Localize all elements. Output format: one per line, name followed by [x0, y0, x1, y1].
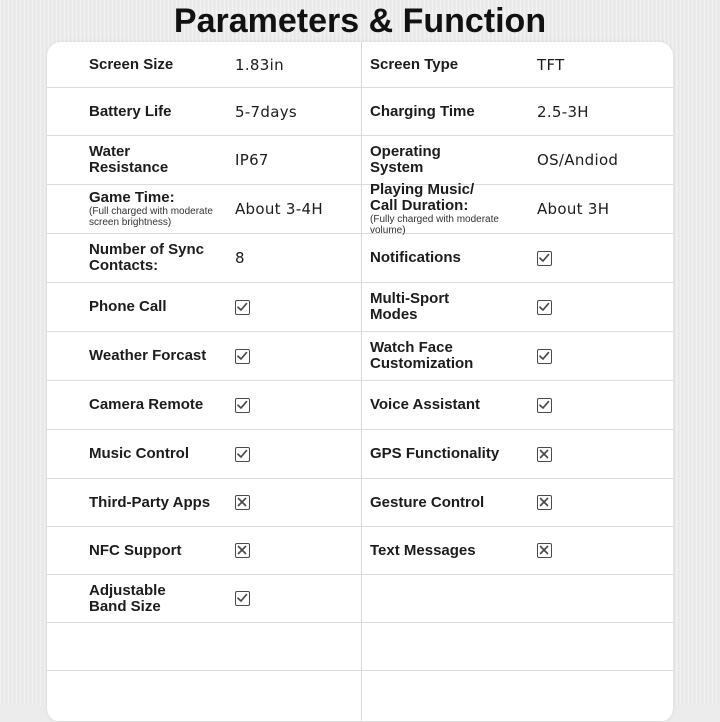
- parameter-name: Water Resistance: [89, 143, 169, 176]
- parameter-value: OS/Andiod: [537, 151, 619, 169]
- right-cell: [47, 234, 673, 282]
- parameter-label: [370, 136, 530, 184]
- table-row: [47, 234, 673, 283]
- right-cell: [47, 136, 673, 184]
- parameter-value: TFT: [537, 55, 565, 74]
- parameter-note: (Full charged with moderate screen brightness): [89, 206, 213, 228]
- parameter-label: [370, 234, 530, 282]
- parameter-label: [370, 527, 530, 574]
- parameter-name: NFC Support: [89, 541, 182, 559]
- right-cell: [47, 181, 673, 236]
- parameter-name: Playing Music/ Call Duration:: [370, 181, 475, 214]
- parameter-name: Number of Sync Contacts:: [89, 241, 205, 274]
- parameter-label: [370, 88, 530, 135]
- table-row: [47, 479, 673, 527]
- parameter-label: [370, 479, 530, 526]
- parameter-name: Adjustable Band Size: [89, 581, 166, 615]
- table-row: [47, 575, 673, 623]
- parameter-name: Screen Type: [370, 55, 459, 73]
- table-row: [47, 430, 673, 479]
- right-cell: [47, 527, 673, 574]
- parameter-name: Watch Face Customization: [370, 339, 474, 372]
- parameter-label: [370, 575, 530, 622]
- parameter-name: Multi-Sport Modes: [370, 290, 450, 323]
- parameter-name: Screen Size: [89, 55, 174, 73]
- checkbox-cross-icon: [537, 495, 552, 510]
- table-row: [47, 88, 673, 136]
- parameter-label: [370, 181, 530, 236]
- right-cell: [47, 479, 673, 526]
- feature-status: [537, 234, 552, 282]
- parameter-value: About 3H: [537, 200, 610, 218]
- feature-status: [537, 479, 552, 526]
- parameter-value: 1.83in: [235, 55, 284, 74]
- checkbox-cross-icon: [537, 543, 552, 558]
- right-cell: [47, 88, 673, 135]
- table-row: [47, 623, 673, 671]
- parameter-label: [370, 430, 530, 478]
- table-row: [47, 136, 673, 185]
- parameter-value: 2.5-3H: [537, 102, 589, 121]
- parameter-note: (Fully charged with moderate volume): [370, 214, 499, 236]
- parameter-value: About 3-4H: [235, 200, 323, 218]
- table-row: [47, 283, 673, 332]
- feature-status: [537, 283, 552, 331]
- feature-status: [537, 527, 552, 574]
- parameters-table: [47, 42, 673, 722]
- table-row: [47, 332, 673, 381]
- checkbox-checked-icon: [537, 251, 552, 266]
- right-cell: [47, 671, 673, 721]
- parameter-name: Game Time:: [89, 189, 175, 206]
- parameter-label: [370, 42, 530, 87]
- checkbox-checked-icon: [537, 349, 552, 364]
- parameter-name: Third-Party Apps: [89, 493, 211, 511]
- parameter-name: Phone Call: [89, 298, 167, 315]
- feature-status: [537, 430, 552, 478]
- parameter-name: Notifications: [370, 249, 461, 266]
- parameter-value: 5-7days: [235, 102, 298, 121]
- feature-status: [537, 381, 552, 429]
- parameter-value: 8: [235, 249, 245, 267]
- parameter-name: GPS Functionality: [370, 445, 500, 462]
- parameter-name: Music Control: [89, 445, 189, 462]
- table-row: [47, 527, 673, 575]
- parameter-value: IP67: [235, 151, 269, 169]
- parameter-name: Gesture Control: [370, 493, 485, 511]
- feature-status: [537, 332, 552, 380]
- parameter-label: [370, 623, 530, 670]
- table-row: [47, 181, 673, 236]
- parameter-label: [370, 283, 530, 331]
- parameter-label: [370, 671, 530, 721]
- checkbox-checked-icon: [537, 398, 552, 413]
- right-cell: [47, 332, 673, 380]
- parameter-name: Voice Assistant: [370, 396, 481, 413]
- right-cell: [47, 623, 673, 670]
- parameter-name: Weather Forcast: [89, 347, 207, 364]
- parameter-label: [370, 332, 530, 380]
- page-title: Parameters & Function: [173, 2, 547, 40]
- parameter-name: Charging Time: [370, 102, 475, 120]
- right-cell: [47, 430, 673, 478]
- parameter-label: [370, 381, 530, 429]
- parameter-name: Battery Life: [89, 102, 172, 120]
- parameter-name: Text Messages: [370, 541, 476, 559]
- right-cell: [47, 381, 673, 429]
- checkbox-checked-icon: [537, 300, 552, 315]
- parameter-name: Camera Remote: [89, 396, 204, 413]
- right-cell: [47, 575, 673, 622]
- table-row: [47, 381, 673, 430]
- checkbox-cross-icon: [537, 447, 552, 462]
- right-cell: [47, 283, 673, 331]
- right-cell: [47, 42, 673, 87]
- table-row: [47, 42, 673, 88]
- table-row: [47, 671, 673, 722]
- parameter-name: Operating System: [370, 143, 441, 176]
